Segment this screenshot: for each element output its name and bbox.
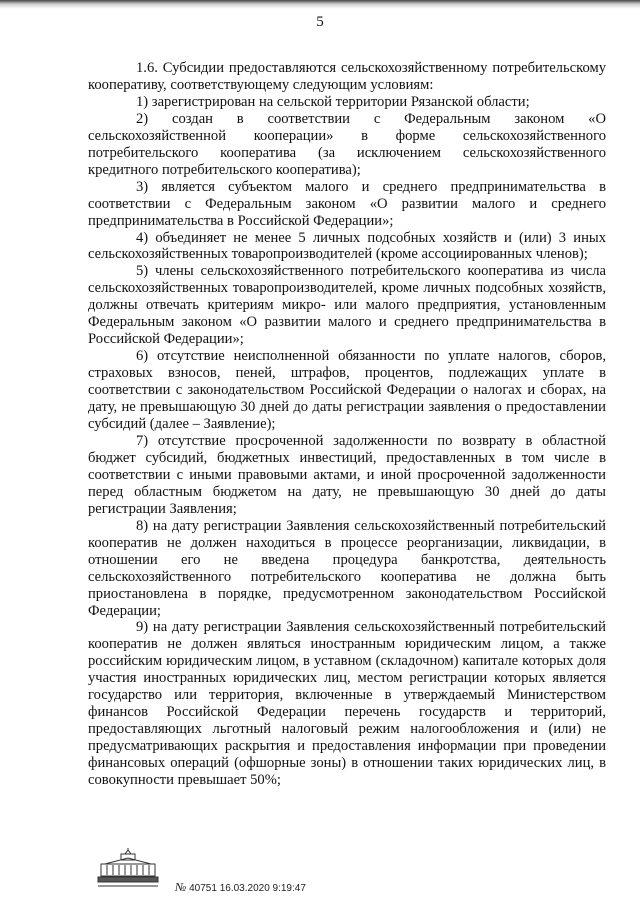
registry-building-stamp-icon xyxy=(95,848,161,890)
condition-2: 2) создан в соответствии с Федеральным законом «О сельскохозяйственной кооперации» в форме сельскохозяйственного потребительского кооператива (за исключением сельскохозяйственного кредитного потребительского кооператива); xyxy=(88,110,606,178)
condition-6: 6) отсутствие неисполненной обязанности по уплате налогов, сборов, страховых взносов, пеней, штрафов, процентов, подлежащих уплате в соответствии с законодательством Российской Федерации о налогах и сборах, на дату, не превышающую 30 дней до даты регистрации заявления о предоставлении субсидий (далее – Заявление); xyxy=(88,348,606,433)
document-id: 40751 xyxy=(189,883,217,894)
condition-9: 9) на дату регистрации Заявления сельскохозяйственный потребительский кооператив не должен являться иностранным юридическим лицом, а также российским юридическим лицом, в уставном (складочном) капитале которых доля участия иностранных юридических лиц, местом регистрации которых является государство или территория, включенные в утверждаемый Министерством финансов Российской Федерации перечень государств и территорий, предоставляющих льготный налоговый режим налогообложения и (или) не предусматривающих раскрытия и предоставления информации при проведении финансовых операций (офшорные зоны) в отношении таких юридических лиц, в совокупности превышает 50%; xyxy=(88,619,606,789)
registration-stamp-text xyxy=(175,880,306,895)
condition-5: 5) члены сельскохозяйственного потребительского кооператива из числа сельскохозяйственных товаропроизводителей, кроме личных подсобных хозяйств, должны отвечать критериям микро- или малого предприятия, установленным Федеральным законом «О развитии малого и среднего предпринимательства в Российской Федерации»; xyxy=(88,263,606,348)
page-number: 5 xyxy=(316,14,324,30)
number-sign: № xyxy=(175,880,187,894)
registration-timestamp: 16.03.2020 9:19:47 xyxy=(219,883,306,894)
condition-3: 3) является субъектом малого и среднего предпринимательства в соответствии с Федеральным законом «О развитии малого и среднего предпринимательства в Российской Федерации»; xyxy=(88,178,606,229)
condition-1: 1) зарегистрирован на сельской территории Рязанской области; xyxy=(136,93,530,110)
condition-7: 7) отсутствие просроченной задолженности по возврату в областной бюджет субсидий, бюджетных инвестиций, предоставленных в том числе в соответствии с иными правовыми актами, и иной просроченной задолженности перед областным бюджетом на дату, не превышающую 30 дней до даты регистрации Заявления; xyxy=(88,432,606,517)
registration-footer xyxy=(95,848,595,898)
scan-top-edge xyxy=(0,0,640,10)
condition-4: 4) объединяет не менее 5 личных подсобных хозяйств и (или) 3 иных сельскохозяйственных товаропроизводителей (кроме ассоциированных членов); xyxy=(88,229,606,263)
condition-8: 8) на дату регистрации Заявления сельскохозяйственный потребительский кооператив не должен находиться в процессе реорганизации, ликвидации, в отношении его не введена процедура банкротства, деятельность сельскохозяйственного потребительского кооператива не должна быть приостановлена в порядке, предусмотренном законодательством Российской Федерации; xyxy=(88,517,606,619)
paragraph-1-6: 1.6. Субсидии предоставляются сельскохозяйственному потребительскому кооперативу, соответствующему следующим условиям: xyxy=(88,60,606,93)
document-body xyxy=(88,60,606,789)
